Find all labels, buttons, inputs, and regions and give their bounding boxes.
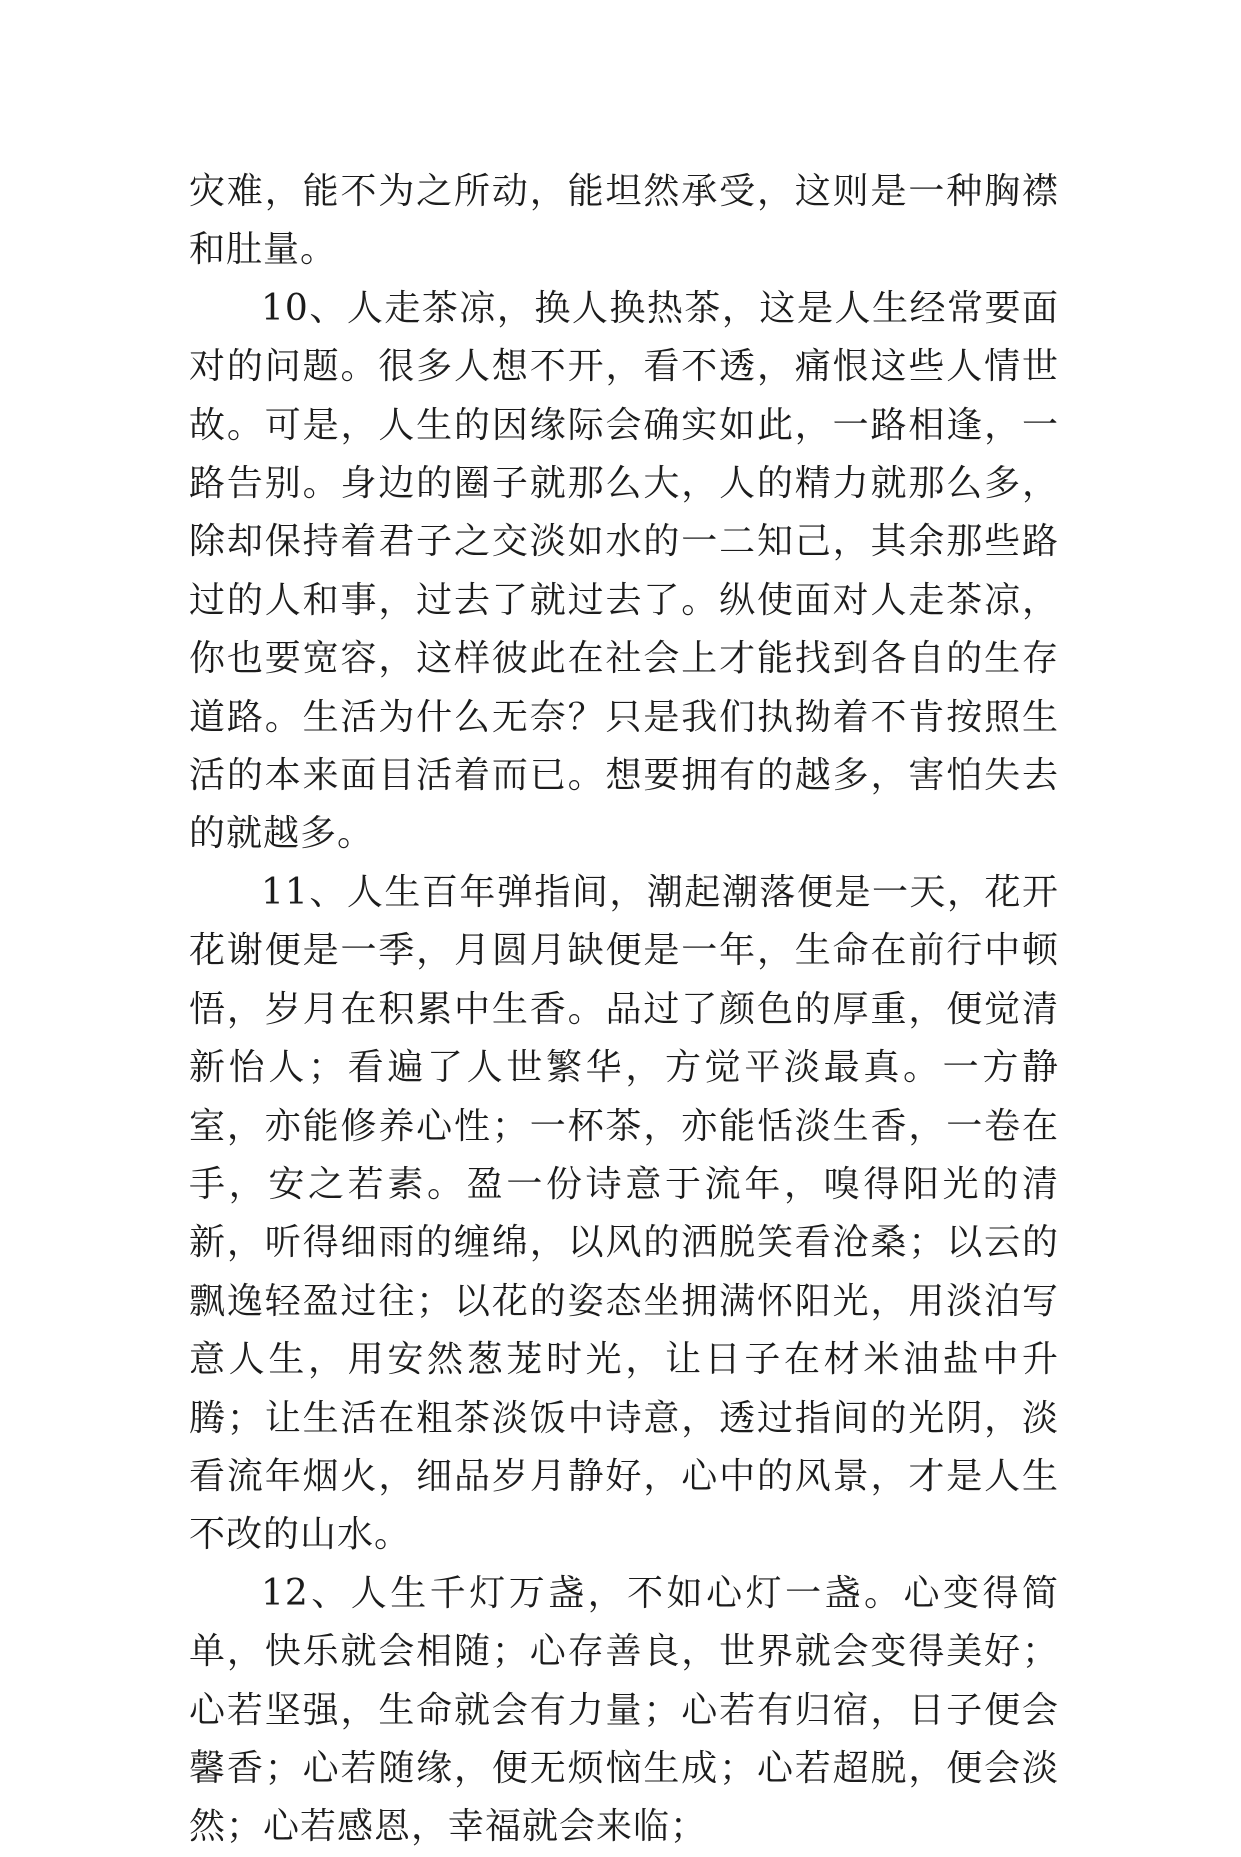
- paragraph-continuation: 灾难，能不为之所动，能坦然承受，这则是一种胸襟和肚量。: [189, 171, 1059, 271]
- document-body: [189, 163, 1059, 1857]
- paragraph-10: 10、人走茶凉，换人换热茶，这是人生经常要面对的问题。很多人想不开，看不透，痛恨这些人情世故。可是，人生的因缘际会确实如此，一路相逢，一路告别。身边的圈子就那么大，人的精力就那么多，除却保持着君子之交淡如水的一二知己，其余那些路过的人和事，过去了就过去了。纵使面对人走茶凉，你也要宽容，这样彼此在社会上才能找到各自的生存道路。生活为什么无奈？只是我们执拗着不肯按照生活的本来面目活着而已。想要拥有的越多，害怕失去的就越多。: [189, 287, 1059, 855]
- paragraph-11: 11、人生百年弹指间，潮起潮落便是一天，花开花谢便是一季，月圆月缺便是一年，生命在前行中顿悟，岁月在积累中生香。品过了颜色的厚重，便觉清新怡人；看遍了人世繁华，方觉平淡最真。一方静室，亦能修养心性；一杯茶，亦能恬淡生香，一卷在手，安之若素。盈一份诗意于流年，嗅得阳光的清新，听得细雨的缠绵，以风的洒脱笑看沧桑；以云的飘逸轻盈过往；以花的姿态坐拥满怀阳光，用淡泊写意人生，用安然葱茏时光，让日子在材米油盐中升腾；让生活在粗茶淡饭中诗意，透过指间的光阴，淡看流年烟火，细品岁月静好，心中的风景，才是人生不改的山水。: [189, 871, 1059, 1556]
- paragraph-12: 12、人生千灯万盏，不如心灯一盏。心变得简单，快乐就会相随；心存善良，世界就会变得美好；心若坚强，生命就会有力量；心若有归宿，日子便会馨香；心若随缘，便无烦恼生成；心若超脱，便会淡然；心若感恩，幸福就会来临；: [189, 1572, 1059, 1848]
